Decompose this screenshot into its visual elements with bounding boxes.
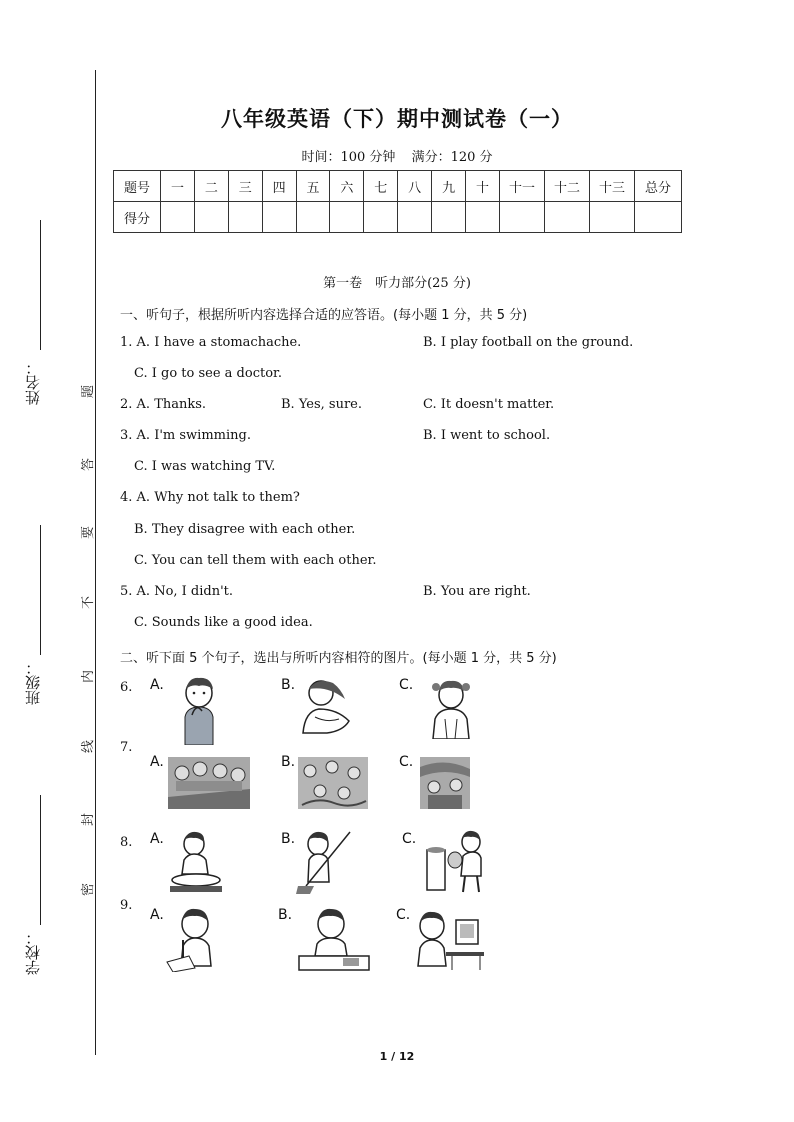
score-cell: 十一: [500, 171, 545, 202]
q1-option-c: C. I go to see a doctor.: [134, 366, 282, 381]
section2-heading: 二、听下面 5 个句子，选出与所听内容相符的图片。(每小题 1 分，共 5 分): [120, 651, 557, 666]
score-input-cell[interactable]: [635, 202, 682, 233]
score-input-cell[interactable]: [590, 202, 635, 233]
score-input-cell[interactable]: [500, 202, 545, 233]
class-label: 班级：: [24, 660, 42, 705]
score-cell: 十: [466, 171, 500, 202]
score-input-cell[interactable]: [432, 202, 466, 233]
q5-option-b: B. You are right.: [423, 584, 531, 599]
boy-writing-picture: [165, 906, 219, 972]
score-input-cell[interactable]: [262, 202, 296, 233]
seal-char: 要: [81, 525, 97, 540]
class-write-line: [40, 525, 41, 655]
score-table-header-row: [114, 171, 682, 202]
q3-option-c: C. I was watching TV.: [134, 459, 276, 474]
q8-letter-c: C.: [402, 831, 417, 847]
q4-option-b: B. They disagree with each other.: [134, 522, 356, 537]
q8-letter-a: A.: [150, 831, 164, 847]
q3-option-a: 3. A. I'm swimming.: [120, 428, 251, 443]
seal-char: 封: [81, 812, 97, 827]
score-input-cell[interactable]: [296, 202, 330, 233]
q2-option-b: B. Yes, sure.: [281, 397, 362, 412]
boy-sweeping-picture: [296, 830, 352, 894]
score-table-score-row: [114, 202, 682, 233]
score-input-cell[interactable]: [228, 202, 262, 233]
score-row-label: 得分: [114, 202, 161, 233]
girl-with-pigtails-picture: [425, 675, 477, 739]
outdoor-scene-picture: [420, 757, 470, 809]
exam-meta: [0, 146, 794, 165]
q7-letter-c: C.: [399, 754, 414, 770]
score-cell: 二: [194, 171, 228, 202]
q8-letter-b: B.: [281, 831, 296, 847]
score-cell: 四: [262, 171, 296, 202]
score-input-cell[interactable]: [161, 202, 195, 233]
score-cell: 题号: [114, 171, 161, 202]
q7-letter-a: A.: [150, 754, 164, 770]
q7-letter-b: B.: [281, 754, 296, 770]
boy-on-phone-at-desk-picture: [297, 906, 371, 972]
seal-char: 密: [81, 882, 97, 897]
school-write-line: [40, 795, 41, 925]
q9-number: 9.: [120, 898, 133, 913]
q8-number: 8.: [120, 835, 133, 850]
score-input-cell[interactable]: [330, 202, 364, 233]
page-title: 八年级英语（下）期中测试卷（一）: [221, 107, 573, 131]
q2-option-c: C. It doesn't matter.: [423, 397, 555, 412]
q4-option-a: 4. A. Why not talk to them?: [120, 490, 300, 505]
q9-letter-a: A.: [150, 907, 164, 923]
score-table: [113, 170, 682, 233]
q5-option-a: 5. A. No, I didn't.: [120, 584, 234, 599]
exam-full-score: 满分：120 分: [411, 150, 493, 165]
q9-letter-c: C.: [396, 907, 411, 923]
sick-girl-picture: [297, 675, 355, 737]
worried-boy-picture: [175, 675, 223, 745]
exam-time: 时间：100 分钟: [301, 150, 396, 165]
q6-number: 6.: [120, 680, 133, 695]
q2-option-a: 2. A. Thanks.: [120, 397, 207, 412]
q3-option-b: B. I went to school.: [423, 428, 551, 443]
score-cell: 五: [296, 171, 330, 202]
school-label: 学校：: [24, 930, 42, 975]
crowd-scene-picture: [298, 757, 368, 809]
score-cell: 十二: [545, 171, 590, 202]
score-cell: 三: [228, 171, 262, 202]
score-cell: 总分: [635, 171, 682, 202]
q5-option-c: C. Sounds like a good idea.: [134, 615, 313, 630]
page-number: 1 / 12: [379, 1050, 415, 1063]
score-cell: 七: [364, 171, 398, 202]
part-title: 第一卷 听力部分(25 分): [323, 276, 471, 291]
people-at-table-picture: [168, 757, 250, 809]
score-cell: 九: [432, 171, 466, 202]
score-cell: 一: [161, 171, 195, 202]
q1-option-b: B. I play football on the ground.: [423, 335, 634, 350]
seal-char: 答: [81, 457, 97, 472]
boy-taking-out-trash-picture: [425, 830, 485, 894]
score-cell: 十三: [590, 171, 635, 202]
q7-number: 7.: [120, 740, 133, 755]
seal-char: 题: [81, 384, 97, 399]
binding-line: [95, 70, 96, 1055]
q9-letter-b: B.: [278, 907, 293, 923]
q6-letter-b: B.: [281, 677, 296, 693]
score-input-cell[interactable]: [466, 202, 500, 233]
boy-at-computer-picture: [412, 906, 486, 972]
section1-heading: 一、听句子，根据所听内容选择合适的应答语。(每小题 1 分，共 5 分): [120, 308, 528, 323]
q6-letter-c: C.: [399, 677, 414, 693]
score-input-cell[interactable]: [194, 202, 228, 233]
q4-option-c: C. You can tell them with each other.: [134, 553, 377, 568]
q6-letter-a: A.: [150, 677, 164, 693]
score-input-cell[interactable]: [364, 202, 398, 233]
score-cell: 八: [398, 171, 432, 202]
seal-char: 线: [81, 739, 97, 754]
score-input-cell[interactable]: [398, 202, 432, 233]
name-label: 姓名：: [24, 360, 42, 405]
score-cell: 六: [330, 171, 364, 202]
boy-washing-dishes-picture: [168, 830, 224, 894]
seal-char: 内: [81, 669, 97, 684]
seal-char: 不: [81, 595, 97, 610]
score-input-cell[interactable]: [545, 202, 590, 233]
q1-option-a: 1. A. I have a stomachache.: [120, 335, 302, 350]
